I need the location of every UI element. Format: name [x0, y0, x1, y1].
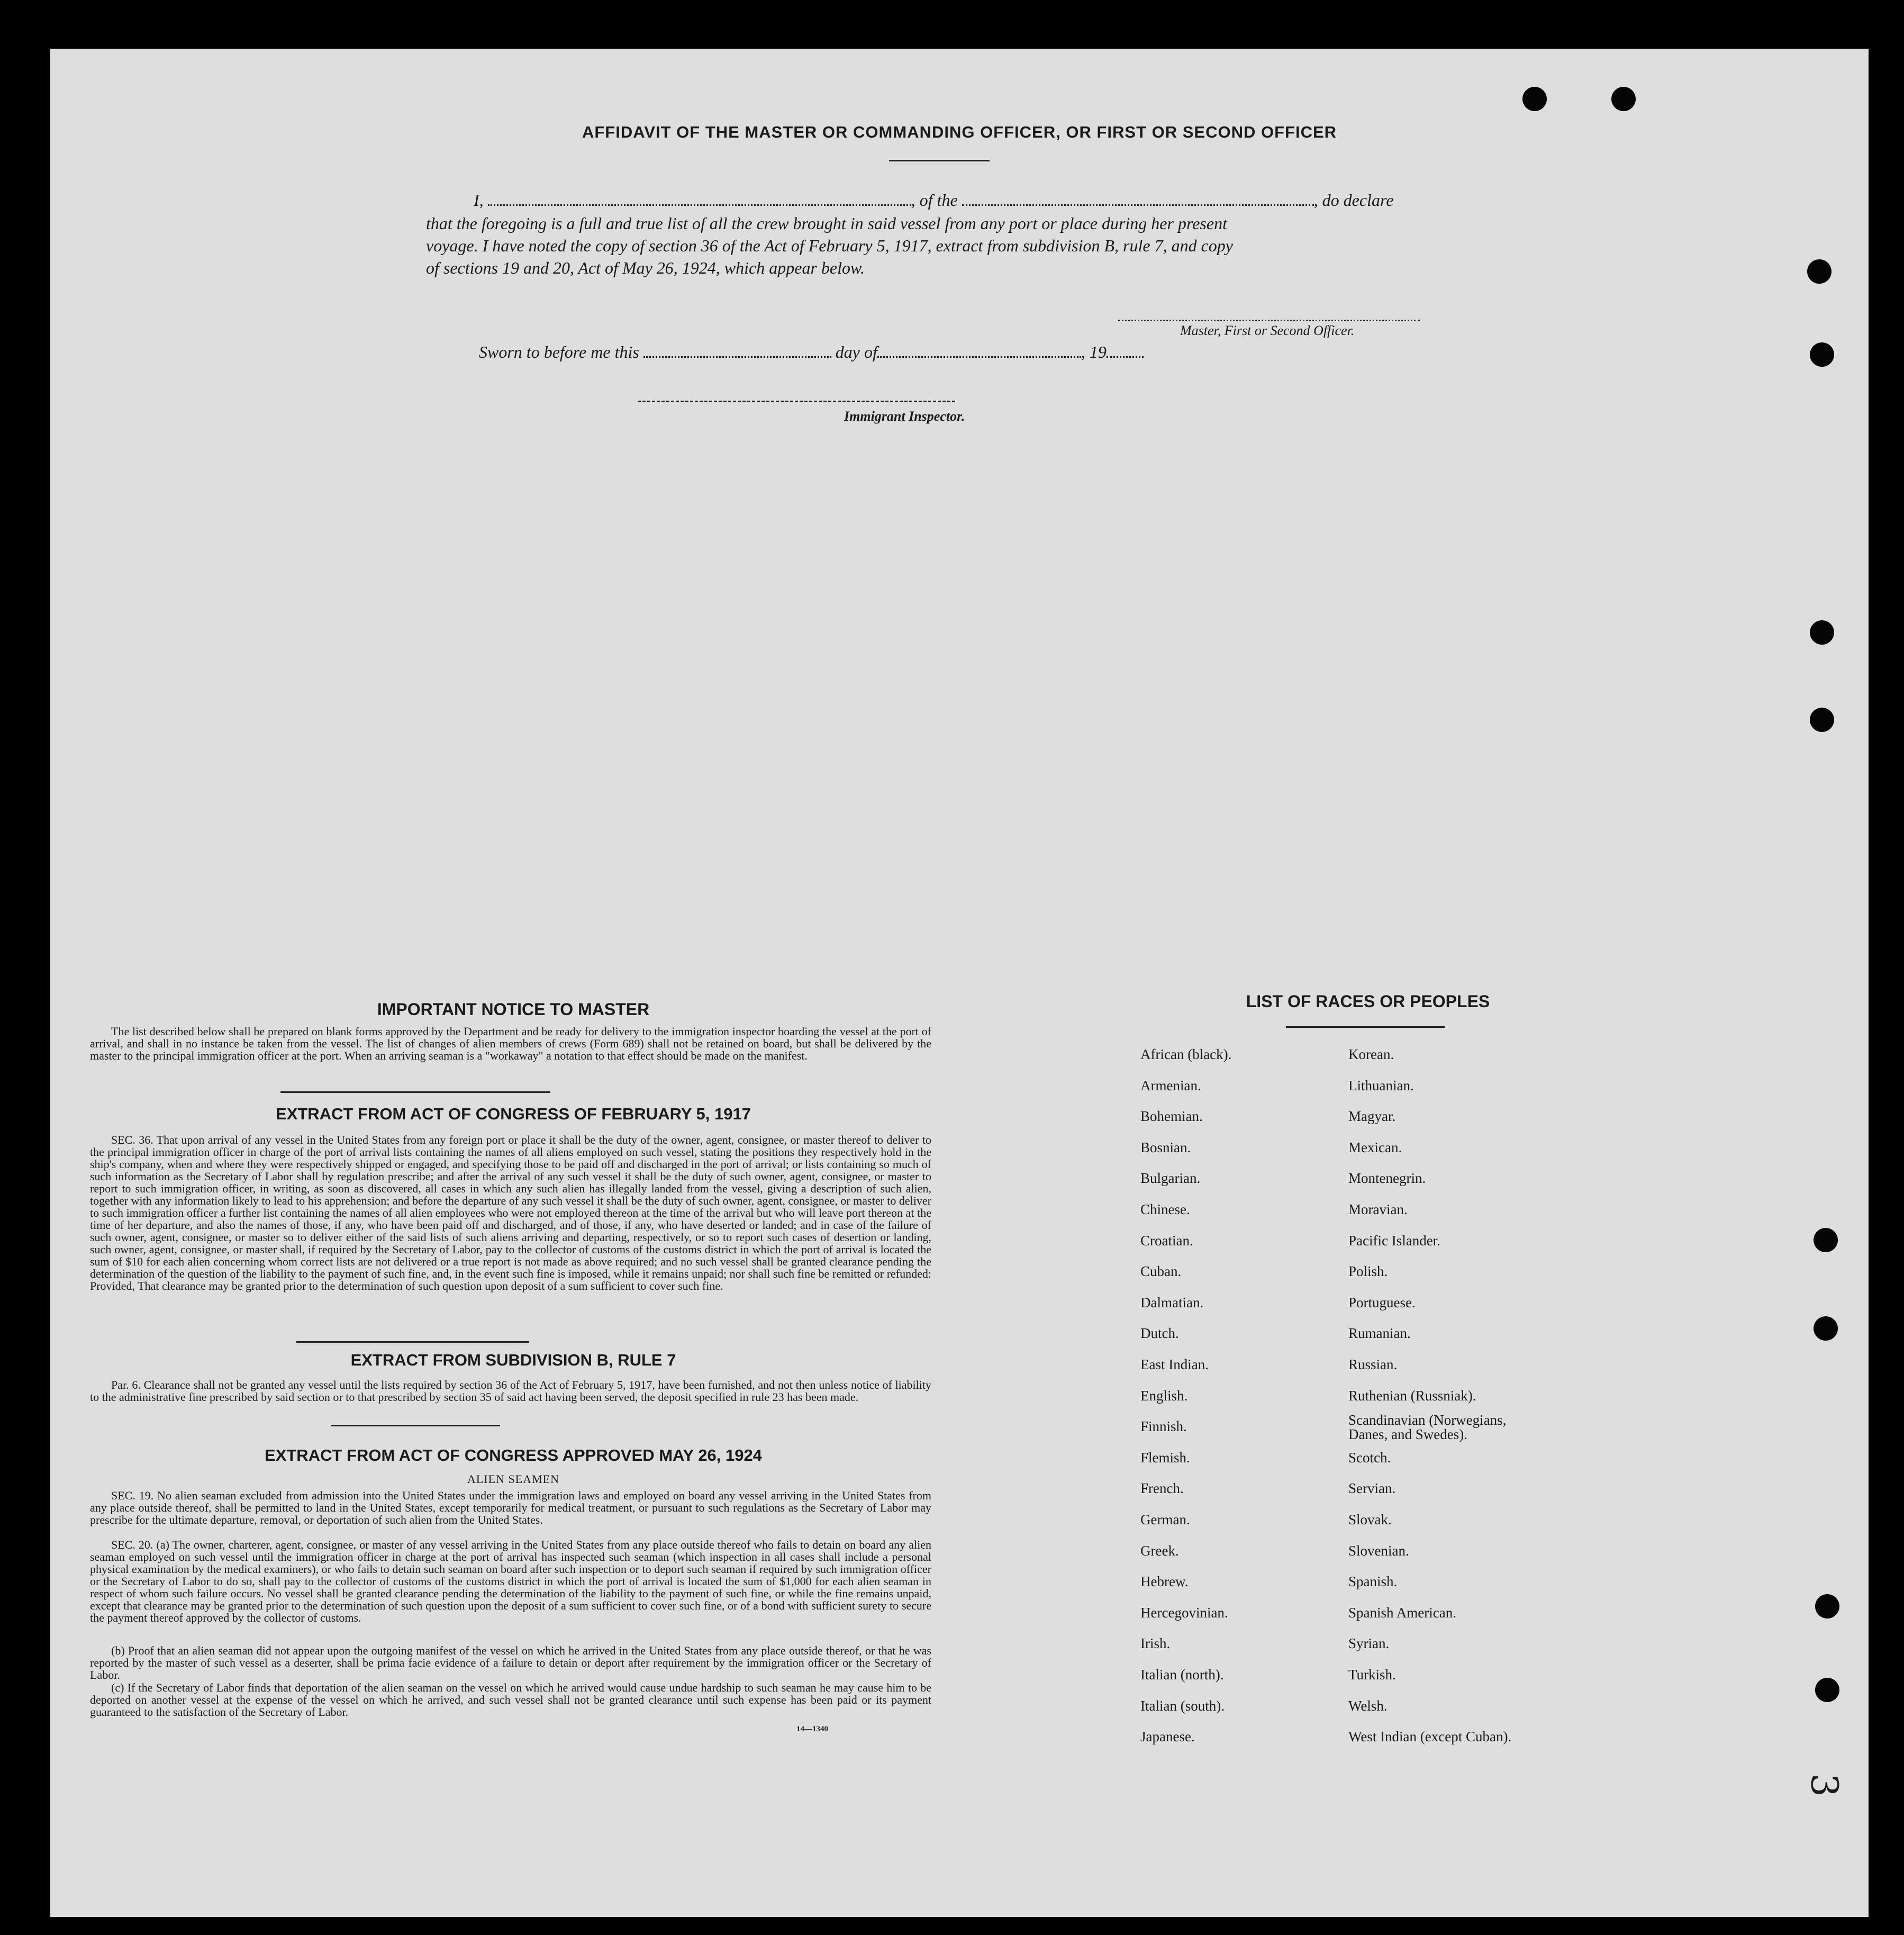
- race-item: Bosnian.: [1140, 1139, 1191, 1155]
- affidavit-line-1: [474, 191, 1506, 210]
- inspector-signature-line[interactable]: [638, 401, 955, 402]
- sworn-label: Sworn to before me this: [479, 342, 639, 361]
- document-page: [50, 49, 1869, 1917]
- race-item: Spanish.: [1348, 1574, 1398, 1590]
- race-item: Italian (north).: [1140, 1667, 1224, 1683]
- race-item: German.: [1140, 1512, 1190, 1527]
- notice-title: IMPORTANT NOTICE TO MASTER: [377, 1000, 650, 1019]
- race-item: Hercegovinian.: [1140, 1604, 1228, 1621]
- race-item: Mexican.: [1348, 1139, 1402, 1155]
- affidavit-do-declare: , do declare: [1313, 191, 1394, 210]
- race-item: Lithuanian.: [1348, 1077, 1414, 1093]
- affidavit-title: AFFIDAVIT OF THE MASTER OR COMMANDING OFFICER, OR FIRST OR SECOND OFFICER: [582, 123, 1337, 141]
- races-title: LIST OF RACES OR PEOPLES: [1246, 992, 1490, 1011]
- race-item: Hebrew.: [1140, 1574, 1189, 1590]
- punch-hole: [1611, 87, 1636, 111]
- sworn-year-blank[interactable]: [1107, 351, 1144, 358]
- race-item: Russian.: [1348, 1357, 1398, 1372]
- notice-body: The list described below shall be prepared on blank forms approved by the Department and be ready for delivery to the immigration inspector boarding the vessel at the port of arrival, and shall in no instance be taken from the vessel. The list of changes of alien members of crews (Form 689) shall not be retained on board, but shall be delivered by the master to the principal immigration officer at the port. When an arriving seaman is a "workaway" a notation to that effect should be made on the manifest.: [90, 1025, 931, 1062]
- race-item: Korean.: [1348, 1046, 1394, 1062]
- race-item: Ruthenian (Russniak).: [1348, 1387, 1476, 1404]
- inspector-caption: Immigrant Inspector.: [844, 409, 965, 424]
- sec20a-body: SEC. 20. (a) The owner, charterer, agent, consignee, or master of any vessel arriving in the United States from any place outside thereof who fails to detain on board any alien seaman employed on such vessel until the immigration officer in charge at the port of arrival has inspected such seaman (which inspection in all cases shall include a personal physical examination by the medical examiners), or who fails to detain such seaman on board after such inspection or to deport such seaman if required by such immigration officer or the Secretary of Labor to do so, shall pay to the collector of customs of the customs district in which the port of arrival is located the sum of $1,000 for each alien seaman in respect of whom such failure occurs. No vessel shall be granted clearance pending the determination of the liability to the payment of such fine, or while the fine remains unpaid, except that clearance may be granted prior to the determination of such question upon the deposit of a sum sufficient to cover such fine, or of a bond with sufficient surety to secure the payment thereof approved by the collector of customs.: [90, 1538, 931, 1624]
- race-item: Flemish.: [1140, 1449, 1190, 1466]
- race-item: Dalmatian.: [1140, 1294, 1204, 1310]
- affidavit-i: I,: [474, 191, 484, 210]
- race-item: Welsh.: [1348, 1697, 1388, 1714]
- page-number-mark: 3: [1802, 1773, 1846, 1797]
- sworn-day-blank[interactable]: [643, 351, 831, 358]
- race-item: Moravian.: [1348, 1201, 1408, 1217]
- year-prefix: , 19: [1081, 342, 1107, 361]
- race-item: Servian.: [1348, 1480, 1396, 1497]
- race-item: Portuguese.: [1348, 1294, 1416, 1310]
- alien-seamen-subtitle: ALIEN SEAMEN: [467, 1472, 559, 1486]
- day-of-label: day of: [835, 342, 877, 361]
- race-item: Finnish.: [1140, 1418, 1187, 1435]
- punch-hole: [1807, 259, 1832, 284]
- punch-hole: [1810, 708, 1834, 732]
- race-item: Irish.: [1140, 1635, 1171, 1652]
- extract-1917-title: EXTRACT FROM ACT OF CONGRESS OF FEBRUARY 5, 1917: [276, 1105, 751, 1123]
- punch-hole: [1814, 1228, 1838, 1252]
- rule7-rule: [331, 1425, 500, 1426]
- race-item: Italian (south).: [1140, 1697, 1225, 1714]
- sworn-month-blank[interactable]: [877, 351, 1081, 358]
- race-item: Croatian.: [1140, 1232, 1193, 1249]
- race-item: Greek.: [1140, 1542, 1179, 1559]
- punch-hole: [1810, 620, 1834, 645]
- race-item: African (black).: [1140, 1046, 1232, 1062]
- race-item: Syrian.: [1348, 1635, 1390, 1652]
- extract-1924-title: EXTRACT FROM ACT OF CONGRESS APPROVED MAY 26, 1924: [265, 1446, 762, 1464]
- name-blank[interactable]: [488, 199, 911, 206]
- notice-rule: [280, 1091, 550, 1093]
- affidavit-of-the: , of the: [911, 191, 958, 210]
- race-item: French.: [1140, 1480, 1184, 1497]
- race-item: Montenegrin.: [1348, 1170, 1426, 1187]
- race-item: Rumanian.: [1348, 1325, 1411, 1342]
- sworn-line: [479, 342, 1144, 362]
- punch-hole: [1815, 1594, 1839, 1618]
- punch-hole: [1814, 1316, 1838, 1341]
- race-item: Japanese.: [1140, 1729, 1195, 1745]
- master-signature-line[interactable]: [1118, 320, 1420, 321]
- race-item: Dutch.: [1140, 1325, 1179, 1342]
- race-item: Scotch.: [1348, 1449, 1391, 1466]
- race-item: Polish.: [1348, 1263, 1388, 1280]
- master-caption: Master, First or Second Officer.: [1180, 323, 1355, 338]
- sec19-body: SEC. 19. No alien seaman excluded from admission into the United States under the immigration laws and employed on board any vessel arriving in the United States from any place outside thereof, shall be permitted to land in the United States, except temporarily for medical treatment, or pursuant to such regulations as the Secretary of Labor may prescribe for the ultimate departure, removal, or deportation of such alien from the United States.: [90, 1489, 931, 1526]
- title-rule: [889, 160, 990, 161]
- race-item: Armenian.: [1140, 1077, 1201, 1093]
- races-rule: [1286, 1026, 1445, 1028]
- affidavit-line-3: voyage. I have noted the copy of section 36 of the Act of February 5, 1917, extract from subdivision B, rule 7, and copy: [426, 236, 1233, 255]
- punch-hole: [1815, 1678, 1839, 1702]
- race-item: Bulgarian.: [1140, 1170, 1201, 1187]
- race-item: West Indian (except Cuban).: [1348, 1729, 1512, 1745]
- race-item: Turkish.: [1348, 1667, 1396, 1683]
- race-item: Magyar.: [1348, 1108, 1396, 1125]
- race-item: Cuban.: [1140, 1263, 1182, 1280]
- race-item: Bohemian.: [1140, 1108, 1203, 1125]
- rule7-body: Par. 6. Clearance shall not be granted any vessel until the lists required by section 36 of the Act of February 5, 1917, have been furnished, and not then unless notice of liability to the administrative fine prescribed by said section or to that prescribed by section 35 of said act having been served, the deposit specified in rule 23 has been made.: [90, 1378, 931, 1404]
- sec20c-body: (c) If the Secretary of Labor finds that deportation of the alien seaman on the vessel on which he arrived would cause undue hardship to such seaman he may cause him to be deported on another vessel at the expense of the vessel on which he arrived, and such vessel shall not be granted clearance until such expense has been paid or its payment guaranteed to the satisfaction of the Secretary of Labor.: [90, 1681, 931, 1719]
- affidavit-line-2: that the foregoing is a full and true list of all the crew brought in said vessel from any port or place during her present: [426, 214, 1227, 233]
- sec20b-body: (b) Proof that an alien seaman did not appear upon the outgoing manifest of the vessel on which he arrived in the United States from any place outside thereof, or that he was reported by the master of such vessel as a deserter, shall be prima facie evidence of a failure to detain or deport after requirement by the immigration officer or the Secretary of Labor.: [90, 1644, 931, 1681]
- race-item: Chinese.: [1140, 1201, 1190, 1217]
- race-item: Scandinavian (Norwegians, Danes, and Swedes).: [1348, 1412, 1507, 1443]
- form-number: 14—1340: [796, 1725, 828, 1733]
- race-item: Spanish American.: [1348, 1604, 1456, 1621]
- extract-1917-body: SEC. 36. That upon arrival of any vessel in the United States from any foreign port or place it shall be the duty of the owner, agent, consignee, or master thereof to deliver to the principal immigration officer in charge of the port of arrival lists containing the names of all aliens employed on such vessel, stating the positions they respectively hold in the ship's company, when and where they were respectively shipped or engaged, and specifying those to be paid off and discharged in the port of arrival; or lists containing so much of such information as the Secretary of Labor shall by regulation prescribe; and after the arrival of any such vessel it shall be the duty of such owner, agent, consignee, or master to report to such immigration officer, in writing, as soon as discovered, all cases in which any such alien has illegally landed from the vessel, giving a description of such alien, together with any information likely to lead to his apprehension; and before the departure of any such vessel it shall be the duty of such owner, agent, consignee, or master to deliver to such immigration officer a further list containing the names of all alien employees who were not employed thereon at the time of the arrival but who will leave port thereon at the time of her departure, and also the names of those, if any, who have been paid off and discharged, and of those, if any, who have deserted or landed; and in case of the failure of such owner, agent, consignee, or master so to deliver either of the said lists of such aliens arriving and departing, respectively, or so to report such cases of desertion or landing, such owner, agent, consignee, or master shall, if required by the Secretary of Labor, pay to the collector of customs of the customs district in which the port of arrival is located the sum of $10 for each alien concerning whom correct lists are not delivered or a true report is not made as above required; and no such vessel shall be granted clearance pending the determination of the question of the liability to the payment of such fine, and, in the event such fine is imposed, while it remains unpaid; nor shall such fine be remitted or refunded: Provided, That clearance may be granted prior to the determination of such question upon deposit of a sum sufficient to cover such fine.: [90, 1133, 931, 1292]
- race-item: Slovak.: [1348, 1512, 1392, 1527]
- race-item: English.: [1140, 1387, 1188, 1404]
- punch-hole: [1522, 87, 1547, 111]
- affidavit-line-4: of sections 19 and 20, Act of May 26, 1924, which appear below.: [426, 258, 865, 277]
- race-item: Slovenian.: [1348, 1542, 1409, 1559]
- race-item: East Indian.: [1140, 1357, 1209, 1372]
- extract-1917-rule: [296, 1341, 529, 1343]
- vessel-blank[interactable]: [962, 199, 1314, 206]
- punch-hole: [1810, 342, 1834, 367]
- rule7-title: EXTRACT FROM SUBDIVISION B, RULE 7: [350, 1351, 676, 1369]
- race-item: Pacific Islander.: [1348, 1232, 1440, 1249]
